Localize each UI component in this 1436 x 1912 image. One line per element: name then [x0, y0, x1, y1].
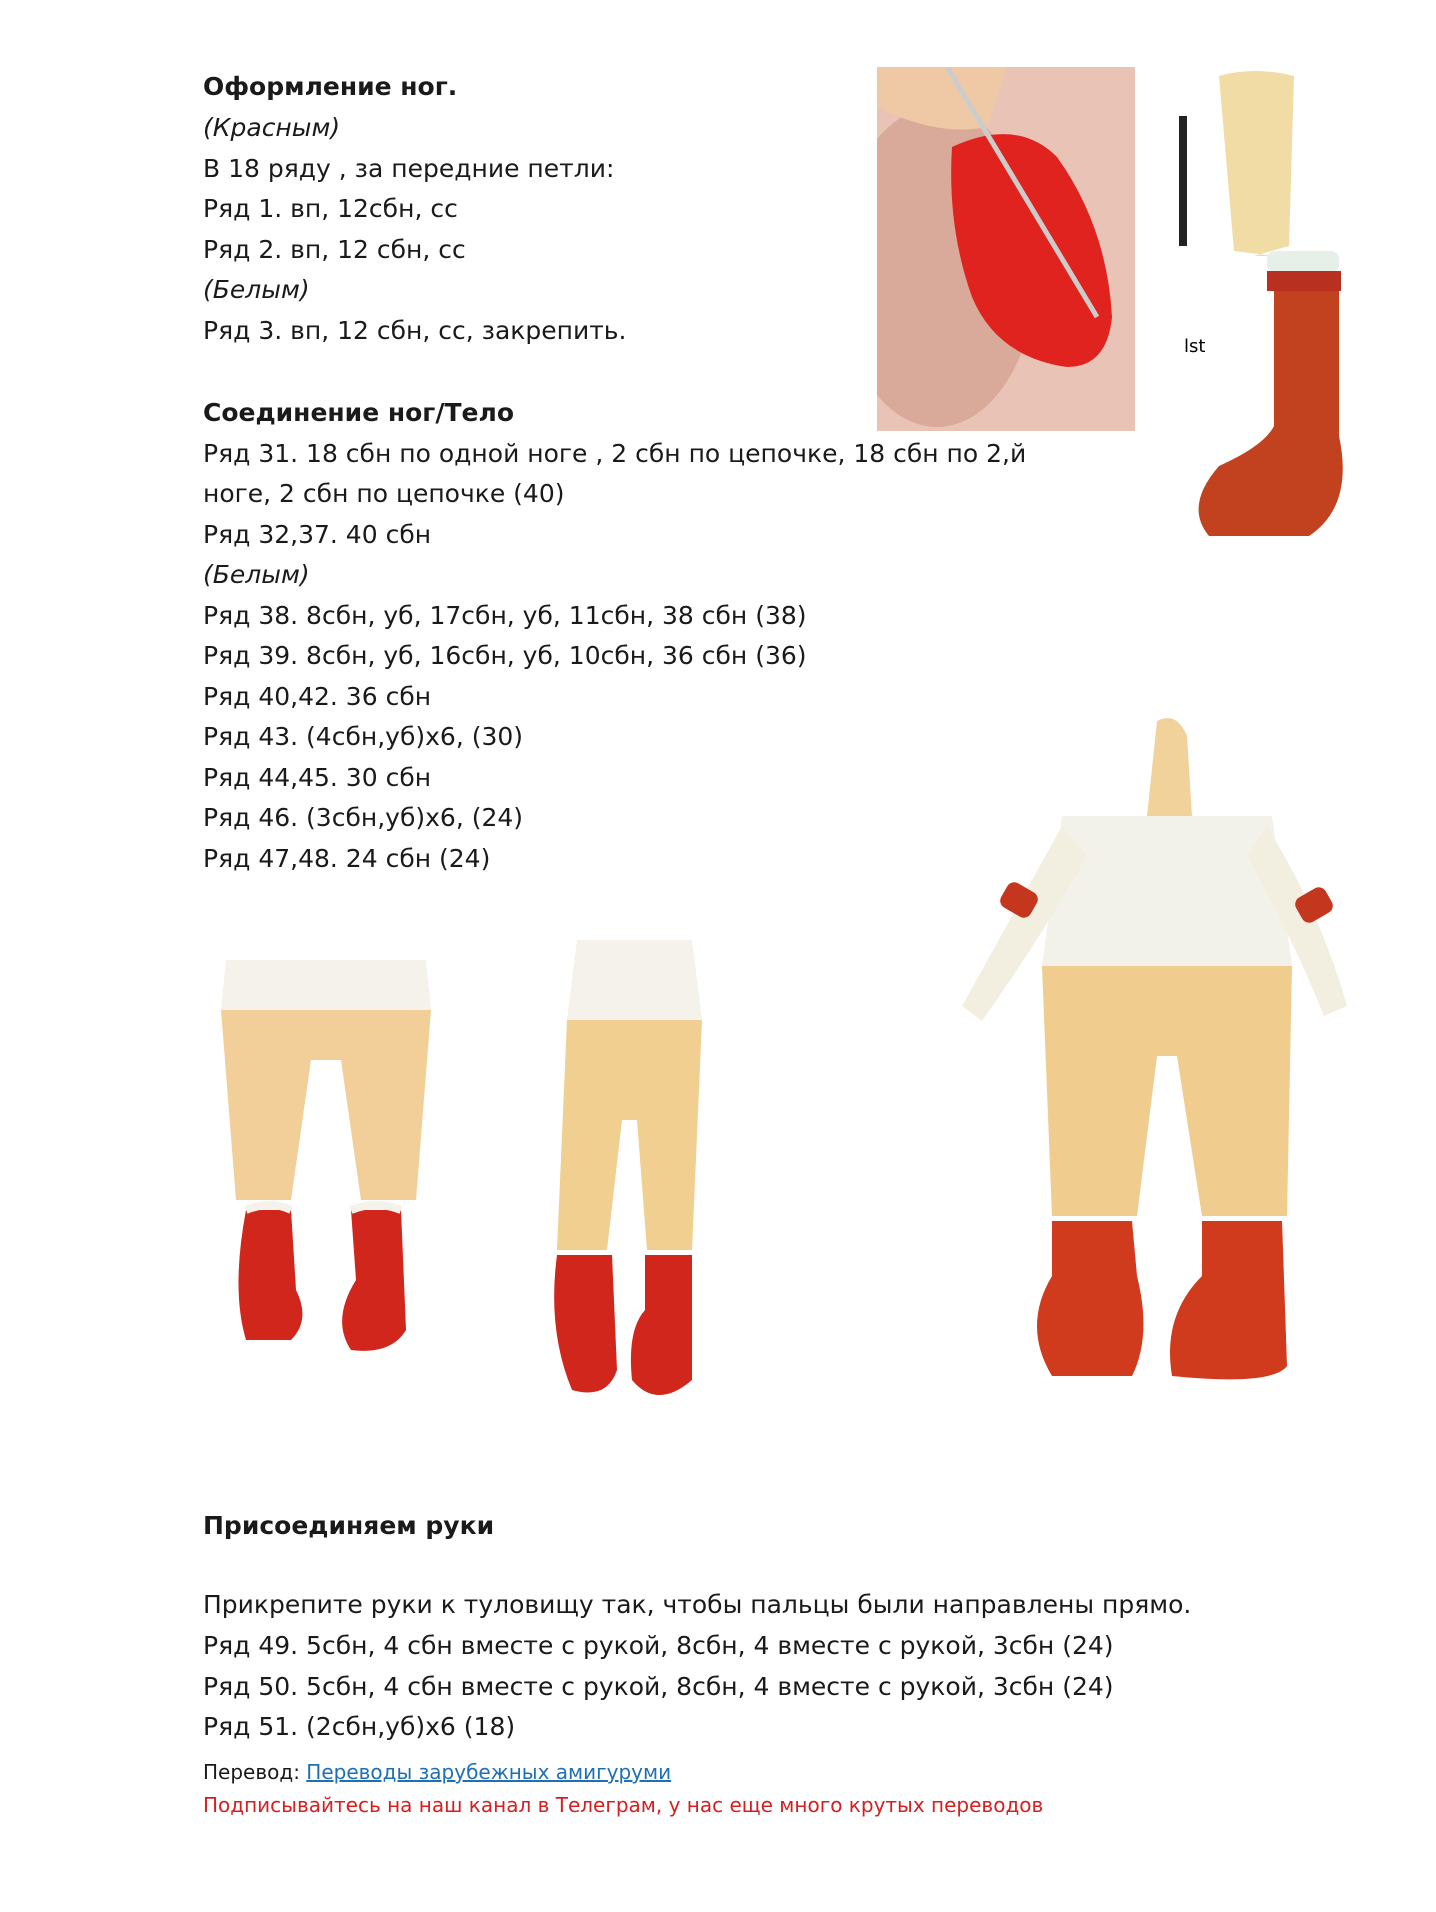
- text-line: Ряд 2. вп, 12 сбн, сс: [203, 235, 466, 264]
- text-line: Ряд 51. (2сбн,уб)x6 (18): [203, 1712, 516, 1741]
- text-line: Ряд 49. 5сбн, 4 сбн вместе с рукой, 8сбн, 4 вместе с рукой, 3сбн (24): [203, 1631, 1114, 1660]
- text-line: Ряд 47,48. 24 сбн (24): [203, 844, 491, 873]
- heading-attach-arms: Присоединяем руки: [203, 1511, 495, 1540]
- text-line: Ряд 50. 5сбн, 4 сбн вместе с рукой, 8сбн, 4 вместе с рукой, 3сбн (24): [203, 1672, 1114, 1701]
- translation-credit: [203, 1757, 671, 1787]
- text-line: Прикрепите руки к туловищу так, чтобы пальцы были направлены прямо.: [203, 1590, 1192, 1619]
- photo-red-boot-closeup: [877, 67, 1135, 431]
- text-line: Ряд 32,37. 40 сбн: [203, 520, 432, 549]
- translation-label: Перевод:: [203, 1760, 300, 1784]
- text-line: Ряд 46. (3сбн,уб)x6, (24): [203, 803, 524, 832]
- text-line: Ряд 43. (4сбн,уб)x6, (30): [203, 722, 524, 751]
- photo-legs-front: [191, 910, 481, 1450]
- translation-link[interactable]: Переводы зарубежных амигуруми: [306, 1760, 672, 1784]
- photo-leg-with-boot: [1179, 66, 1374, 541]
- photo-doll-body: [912, 676, 1359, 1448]
- text-line: (Белым): [203, 560, 310, 589]
- text-line: (Красным): [203, 113, 341, 142]
- heading-leg-finishing: Оформление ног.: [203, 72, 458, 101]
- text-line: Ряд 31. 18 сбн по одной ноге , 2 сбн по цепочке, 18 сбн по 2,й: [203, 439, 1027, 468]
- text-line: (Белым): [203, 275, 310, 304]
- heading-leg-body-join: Соединение ног/Тело: [203, 398, 514, 427]
- text-line: ноге, 2 сбн по цепочке (40): [203, 479, 565, 508]
- text-line: Ряд 44,45. 30 сбн: [203, 763, 432, 792]
- text-line: Ряд 3. вп, 12 сбн, сс, закрепить.: [203, 316, 627, 345]
- photo-legs-side: [527, 910, 777, 1450]
- subscribe-notice[interactable]: Подписывайтесь на наш канал в Телеграм, у нас еще много крутых переводов: [203, 1793, 1044, 1817]
- text-line: Ряд 1. вп, 12сбн, сс: [203, 194, 458, 223]
- text-line: Ряд 38. 8сбн, уб, 17сбн, уб, 11сбн, 38 сбн (38): [203, 601, 807, 630]
- photo-caption-fragment: lst: [1184, 336, 1206, 357]
- text-line: Ряд 39. 8сбн, уб, 16сбн, уб, 10сбн, 36 сбн (36): [203, 641, 807, 670]
- text-line: В 18 ряду , за передние петли:: [203, 154, 615, 183]
- text-line: Ряд 40,42. 36 сбн: [203, 682, 432, 711]
